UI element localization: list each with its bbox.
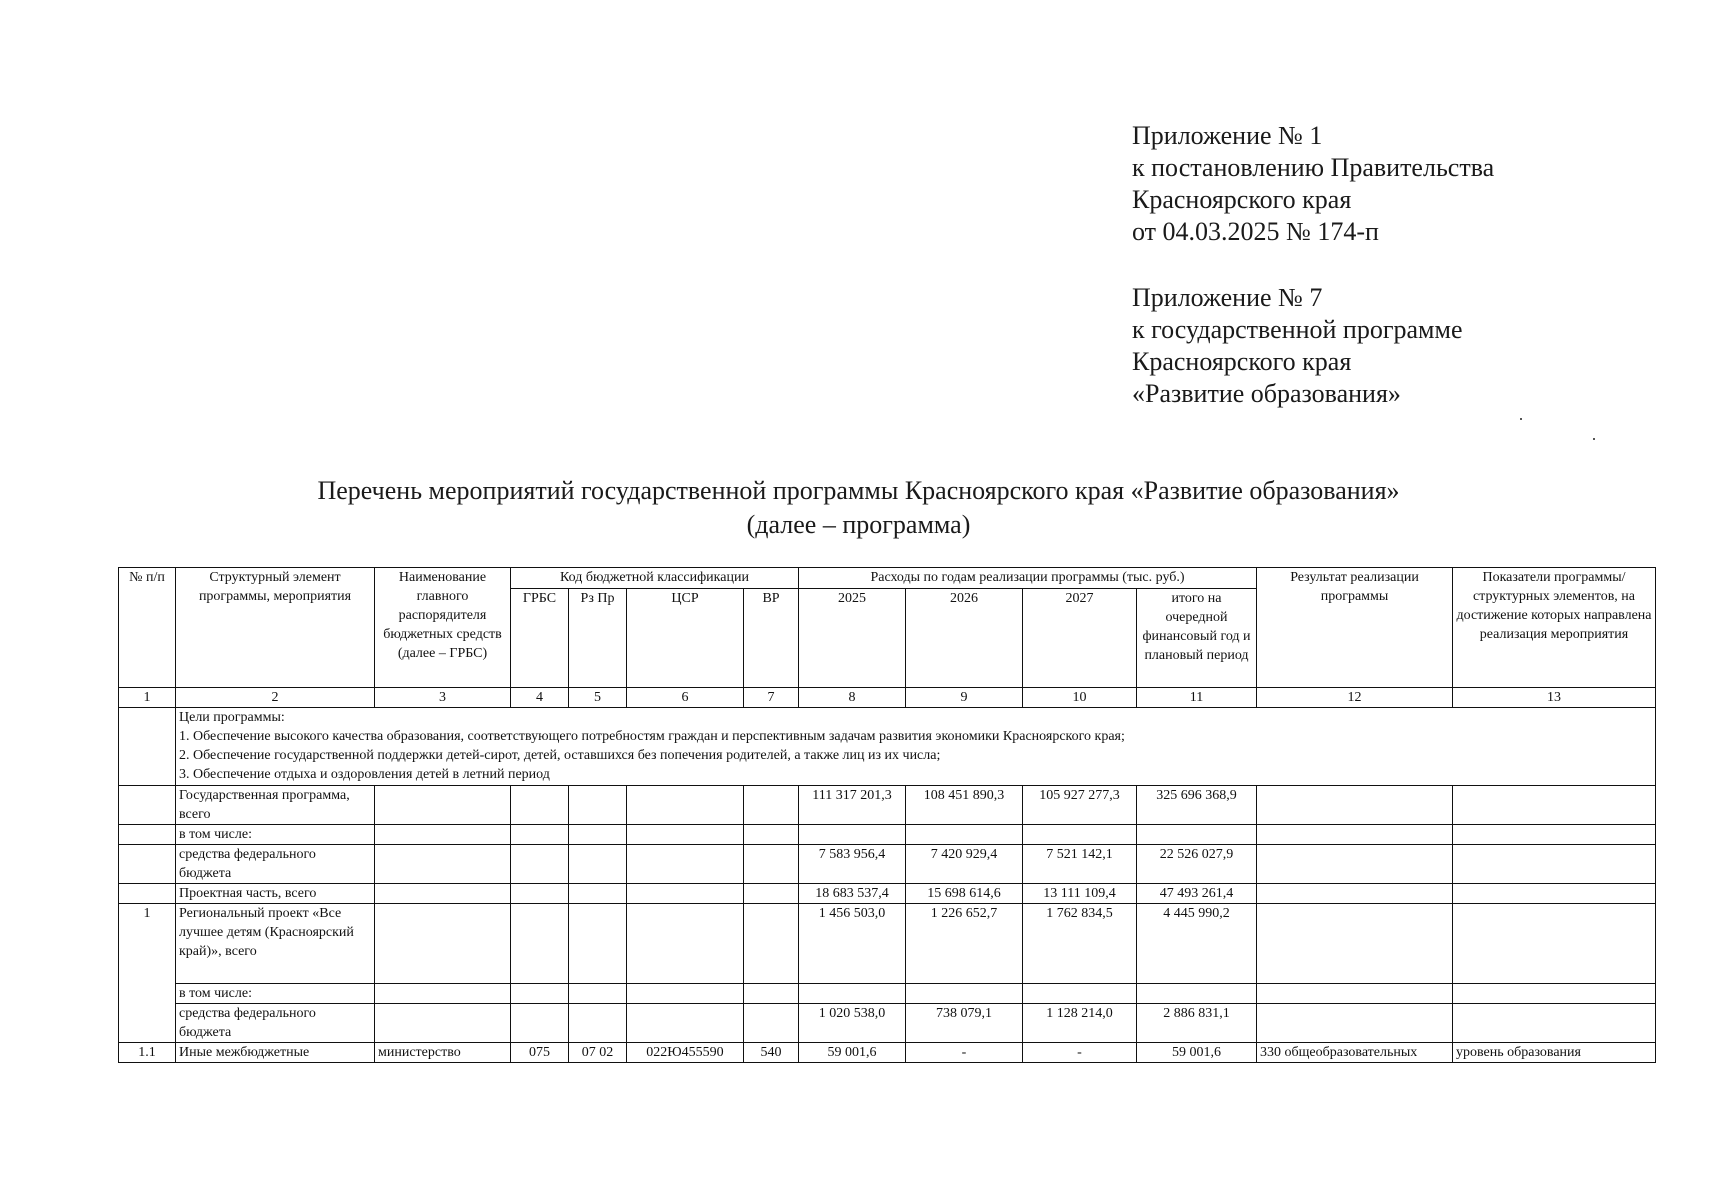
table-row <box>119 825 1656 845</box>
row-name: Проектная часть, всего <box>176 884 375 904</box>
cell-2025: 59 001,6 <box>799 1043 906 1063</box>
document-title <box>0 474 1717 542</box>
row-number: 1.1 <box>119 1043 176 1063</box>
cell-2027: - <box>1023 1043 1137 1063</box>
row-name: Региональный проект «Все лучшее детям (Красноярский край)», всего <box>176 904 375 984</box>
appendix-7-line: Красноярского края <box>1132 347 1352 376</box>
column-number: 7 <box>744 688 799 708</box>
scan-speck <box>1593 438 1595 440</box>
document-title-line-1: Перечень мероприятий государственной программы Красноярского края «Развитие образования» <box>317 476 1400 505</box>
row-name: средства федерального бюджета <box>176 845 375 884</box>
column-number: 4 <box>511 688 569 708</box>
cell-csr: 022Ю455590 <box>627 1043 744 1063</box>
appendix-7-block <box>1132 282 1463 410</box>
appendix-7-line: «Развитие образования» <box>1132 379 1401 408</box>
appendix-1-block <box>1132 120 1494 248</box>
cell-total: 4 445 990,2 <box>1137 904 1257 984</box>
cell-2027: 13 111 109,4 <box>1023 884 1137 904</box>
document-title-line-2: (далее – программа) <box>746 510 971 539</box>
appendix-1-line: Красноярского края <box>1132 185 1352 214</box>
cell-2027: 105 927 277,3 <box>1023 786 1137 825</box>
header-grbs-name: Наименование главного распорядителя бюджетных средств (далее – ГРБС) <box>375 568 511 688</box>
table-row <box>119 984 1656 1004</box>
header-rzpr: Рз Пр <box>569 589 627 688</box>
cell-vr: 540 <box>744 1043 799 1063</box>
cell-2026: 108 451 890,3 <box>906 786 1023 825</box>
activities-table <box>118 567 1656 1063</box>
row-name: в том числе: <box>176 825 375 845</box>
column-number: 12 <box>1257 688 1453 708</box>
header-indicators: Показатели программы/ структурных элементов, на достижение которых направлена реализация мероприятия <box>1453 568 1656 688</box>
cell-total: 325 696 368,9 <box>1137 786 1257 825</box>
header-grbs: ГРБС <box>511 589 569 688</box>
cell-grbs-name: министерство <box>375 1043 511 1063</box>
header-year-2026: 2026 <box>906 589 1023 688</box>
table-row <box>119 845 1656 884</box>
appendix-1-line: к постановлению Правительства <box>1132 153 1495 182</box>
cell-total: 22 526 027,9 <box>1137 845 1257 884</box>
cell-total: 59 001,6 <box>1137 1043 1257 1063</box>
column-number: 1 <box>119 688 176 708</box>
cell-rzpr: 07 02 <box>569 1043 627 1063</box>
row-number: 1 <box>119 904 176 1043</box>
row-name: в том числе: <box>176 984 375 1004</box>
goal-item: 1. Обеспечение высокого качества образования, соответствующего потребностям граждан и перспективным задачам развития экономики Красноярского края; <box>179 729 1125 744</box>
table-row <box>119 786 1656 825</box>
row-name: Государственная программа, всего <box>176 786 375 825</box>
header-total: итого на очередной финансовый год и плановый период <box>1137 589 1257 688</box>
row-name: средства федерального бюджета <box>176 1004 375 1043</box>
cell-2027: 7 521 142,1 <box>1023 845 1137 884</box>
cell-2025: 1 456 503,0 <box>799 904 906 984</box>
column-number: 9 <box>906 688 1023 708</box>
table-header-row <box>119 568 1656 589</box>
column-number: 11 <box>1137 688 1257 708</box>
column-number: 2 <box>176 688 375 708</box>
appendix-1-line: от 04.03.2025 № 174-п <box>1132 217 1379 246</box>
cell-2027: 1 128 214,0 <box>1023 1004 1137 1043</box>
column-number: 10 <box>1023 688 1137 708</box>
cell-total: 2 886 831,1 <box>1137 1004 1257 1043</box>
goal-item: 2. Обеспечение государственной поддержки детей-сирот, детей, оставшихся без попечения родителей, а также лиц из их числа; <box>179 748 941 763</box>
cell-2027: 1 762 834,5 <box>1023 904 1137 984</box>
column-number: 3 <box>375 688 511 708</box>
header-vr: ВР <box>744 589 799 688</box>
goals-row <box>119 708 1656 786</box>
header-no: № п/п <box>119 568 176 688</box>
cell-2025: 7 583 956,4 <box>799 845 906 884</box>
table-row <box>119 904 1656 984</box>
cell-grbs: 075 <box>511 1043 569 1063</box>
header-budget-code: Код бюджетной классификации <box>511 568 799 589</box>
cell-2026: 1 226 652,7 <box>906 904 1023 984</box>
cell-2025: 18 683 537,4 <box>799 884 906 904</box>
appendix-7-line: Приложение № 7 <box>1132 283 1323 312</box>
column-number: 6 <box>627 688 744 708</box>
table-row <box>119 1004 1656 1043</box>
header-expenses: Расходы по годам реализации программы (тыс. руб.) <box>799 568 1257 589</box>
header-year-2025: 2025 <box>799 589 906 688</box>
column-number: 13 <box>1453 688 1656 708</box>
cell-2025: 1 020 538,0 <box>799 1004 906 1043</box>
table-row <box>119 884 1656 904</box>
appendix-1-line: Приложение № 1 <box>1132 121 1323 150</box>
table-row <box>119 1043 1656 1063</box>
cell-2026: 7 420 929,4 <box>906 845 1023 884</box>
goals-heading: Цели программы: <box>179 710 285 725</box>
cell-2026: - <box>906 1043 1023 1063</box>
cell-indicators: уровень образования <box>1453 1043 1656 1063</box>
column-number-row <box>119 688 1656 708</box>
cell-result: 330 общеобразовательных <box>1257 1043 1453 1063</box>
goal-item: 3. Обеспечение отдыха и оздоровления детей в летний период <box>179 767 550 782</box>
scan-speck <box>1520 418 1522 420</box>
header-year-2027: 2027 <box>1023 589 1137 688</box>
header-element: Структурный элемент программы, мероприятия <box>176 568 375 688</box>
column-number: 5 <box>569 688 627 708</box>
row-name: Иные межбюджетные <box>176 1043 375 1063</box>
column-number: 8 <box>799 688 906 708</box>
appendix-7-line: к государственной программе <box>1132 315 1463 344</box>
program-goals <box>176 708 1656 786</box>
header-csr: ЦСР <box>627 589 744 688</box>
cell-2025: 111 317 201,3 <box>799 786 906 825</box>
cell-total: 47 493 261,4 <box>1137 884 1257 904</box>
cell-2026: 15 698 614,6 <box>906 884 1023 904</box>
cell-2026: 738 079,1 <box>906 1004 1023 1043</box>
header-result: Результат реализации программы <box>1257 568 1453 688</box>
